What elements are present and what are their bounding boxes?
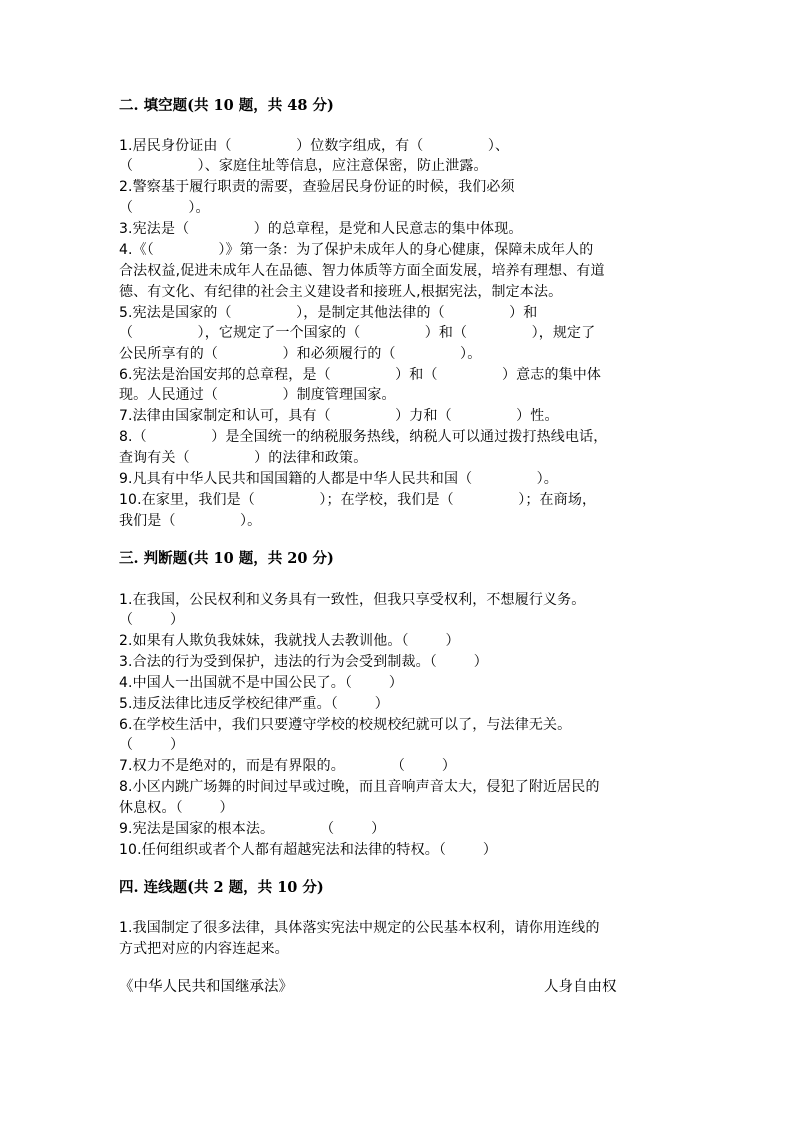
question-line: 2.警察基于履行职责的需要，查验居民身份证的时候，我们必须 [119,179,515,195]
question-line: 公民所享有的（ ）和必须履行的（ ）。 [119,346,482,362]
question-line: 8.小区内跳广场舞的时间过早或过晚，而且音响声音太大，侵犯了附近居民的 [119,779,600,795]
question-line: 6.宪法是治国安邦的总章程，是（ ）和（ ）意志的集中体 [119,367,602,383]
question-line: 德、有文化、有纪律的社会主义建设者和接班人,根据宪法，制定本法。 [119,284,563,300]
question-line: 5.宪法是国家的（ ），是制定其他法律的（ ）和 [119,305,538,321]
question-line: 1.居民身份证由（ ）位数字组成，有（ ）、 [119,138,510,154]
question-line: 10.在家里，我们是（ ）；在学校，我们是（ ）；在商场， [119,492,597,508]
section-heading-true-false: 三. 判断题(共 10 题，共 20 分) [119,550,334,567]
section-heading-fill-in-blank: 二. 填空题(共 10 题，共 48 分) [119,97,334,114]
match-right-item: 人身自由权 [544,979,617,995]
question-line: （ ），它规定了一个国家的（ ）和（ ），规定了 [119,325,596,341]
question-line: 4.中国人一出国就不是中国公民了。（ ） [119,675,404,691]
question-line: 7.权力不是绝对的，而是有界限的。 （ ） [119,758,457,774]
question-line: 5.违反法律比违反学校纪律严重。（ ） [119,696,389,712]
question-line: 3.合法的行为受到保护，违法的行为会受到制裁。（ ） [119,654,488,670]
question-line: 3.宪法是（ ）的总章程，是党和人民意志的集中体现。 [119,221,523,237]
question-line: （ ） [119,612,185,628]
question-line: 6.在学校生活中，我们只要遵守学校的校规校纪就可以了，与法律无关。 [119,717,572,733]
question-line: 我们是（ ）。 [119,513,262,529]
section-heading-matching: 四. 连线题(共 2 题，共 10 分) [119,879,324,896]
question-line: 7.法律由国家制定和认可，具有（ ）力和（ ）性。 [119,408,559,424]
question-line: 2.如果有人欺负我妹妹，我就找人去教训他。（ ） [119,633,460,649]
question-line: 8.（ ）是全国统一的纳税服务热线，纳税人可以通过拨打热线电话， [119,429,608,445]
question-line: （ ） [119,737,185,753]
question-line: 4.《（ ）》第一条：为了保护未成年人的身心健康，保障未成年人的 [119,242,594,258]
question-line: 9.凡具有中华人民共和国国籍的人都是中华人民共和国（ ）。 [119,471,558,487]
question-line: （ ）。 [119,200,210,216]
question-line: （ ）、家庭住址等信息，应注意保密，防止泄露。 [119,158,488,174]
question-line: 查询有关（ ）的法律和政策。 [119,450,368,466]
match-left-item: 《中华人民共和国继承法》 [119,979,293,995]
question-line: 方式把对应的内容连起来。 [119,941,289,957]
question-line: 9.宪法是国家的根本法。 （ ） [119,821,386,837]
question-line: 1.我国制定了很多法律，具体落实宪法中规定的公民基本权利，请你用连线的 [119,920,600,936]
question-line: 休息权。（ ） [119,800,234,816]
question-line: 10.任何组织或者个人都有超越宪法和法律的特权。（ ） [119,842,497,858]
question-line: 1.在我国，公民权利和义务具有一致性，但我只享受权利，不想履行义务。 [119,592,586,608]
question-line: 现。人民通过（ ）制度管理国家。 [119,387,396,403]
question-line: 合法权益,促进未成年人在品德、智力体质等方面全面发展，培养有理想、有道 [119,263,605,279]
